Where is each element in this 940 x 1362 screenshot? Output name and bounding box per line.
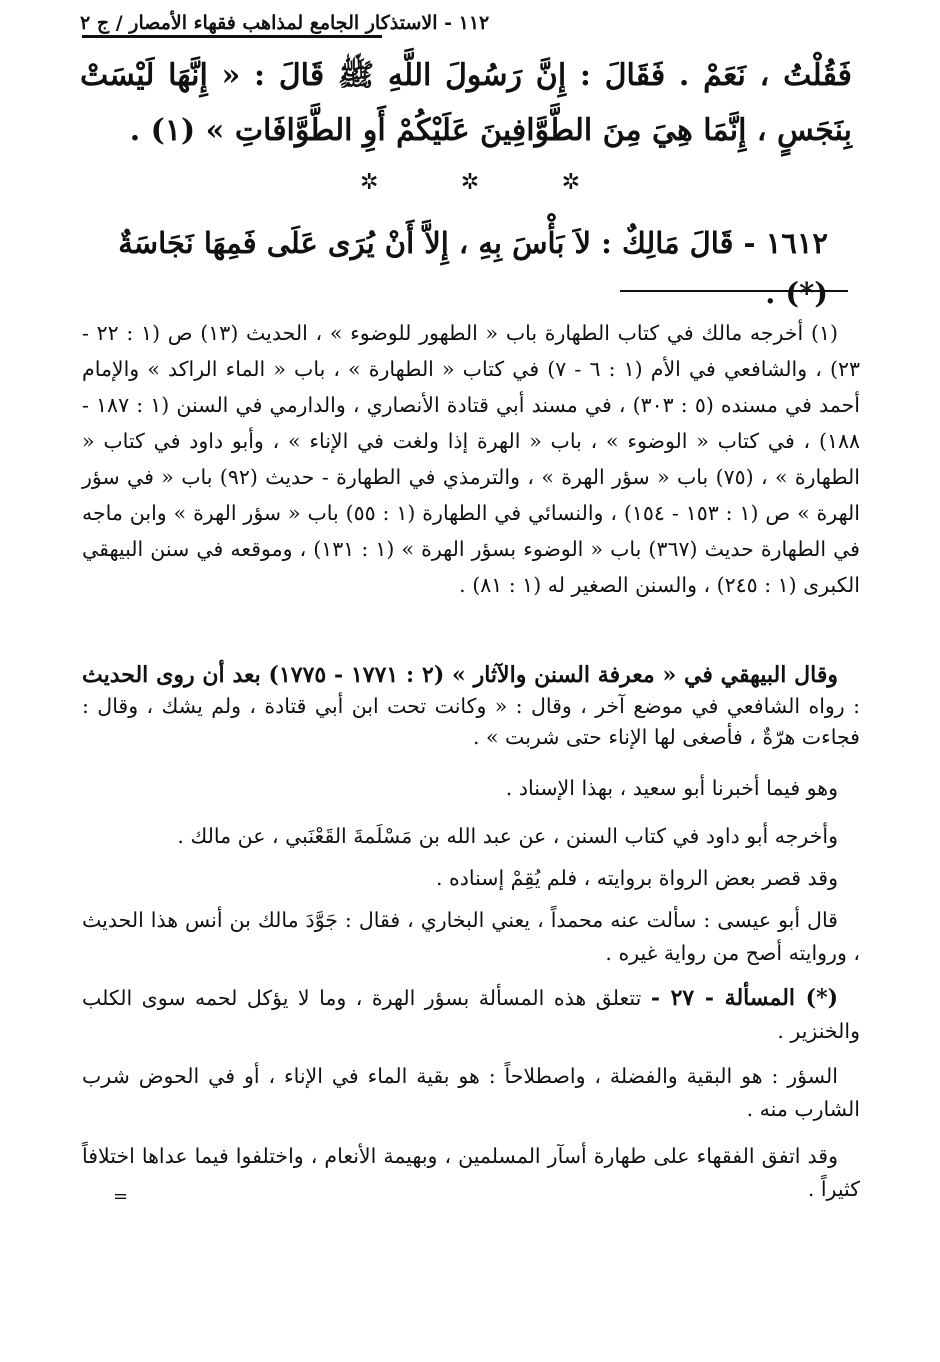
line-qasar bbox=[82, 862, 860, 895]
line-qasar-text: وقد قصر بعض الرواة بروايته ، فلم يُقِمْ إسناده . bbox=[435, 866, 838, 890]
bayhaqi-paragraph bbox=[82, 660, 860, 753]
star-icon: ✲ bbox=[460, 170, 480, 195]
header-rule bbox=[82, 35, 382, 38]
header-text: ١١٢ - الاستذكار الجامع لمذاهب فقهاء الأمصار / ج ٢ bbox=[80, 12, 490, 34]
section-separator bbox=[360, 170, 580, 195]
hadith-text: فَقُلْتُ ، نَعَمْ . فَقَالَ : إِنَّ رَسُولَ اللَّهِ ﷺ قَالَ : « إِنَّهَا لَيْسَتْ بِنَجَسٍ ، إِنَّمَا هِيَ مِنَ الطَّوَّافِينَ عَلَيْكُمْ أَوِ الطَّوَّافَاتِ » (١) . bbox=[80, 58, 852, 148]
malik-statement: ١٦١٢ - قَالَ مَالِكٌ : لاَ بَأْسَ بِهِ ، إِلاَّ أَنْ يُرَى عَلَى فَمِهَا نَجَاسَةٌ (*) . bbox=[118, 226, 828, 310]
line-abu-isa-text: قال أبو عيسى : سألت عنه محمداً ، يعني البخاري ، فقال : جَوَّدَ مالك بن أنس هذا الحديث ، وروايته أصح من رواية غيره . bbox=[82, 908, 860, 965]
sur-definition-text: السؤر : هو البقية والفضلة ، واصطلاحاً : هو بقية الماء في الإناء ، أو في الحوض شرب الشارب منه . bbox=[82, 1064, 860, 1121]
fuqaha-text: وقد اتفق الفقهاء على طهارة أسآر المسلمين ، وبهيمة الأنعام ، واختلفوا فيما عداها اختلافاً كثيراً . bbox=[82, 1144, 860, 1201]
line-abu-said-text: وهو فيما أخبرنا أبو سعيد ، بهذا الإسناد . bbox=[505, 776, 838, 800]
footnote-1-text: (١) أخرجه مالك في كتاب الطهارة باب « الطهور للوضوء » ، الحديث (١٣) ص (١ : ٢٢ - ٢٣) ، والشافعي في الأم (١ : ٦ - ٧) في كتاب « الطهارة » ، باب « الماء الراكد » والإمام أحمد في مسنده (٥ : ٣٠٣) ، في مسند أبي قتادة الأنصاري ، والدارمي في السنن (١ : ١٨٧ - ١٨٨) ، في كتاب « الوضوء » ، باب « الهرة إذا ولغت في الإناء » ، وأبو داود في كتاب « الطهارة » ، (٧٥) باب « سؤر الهرة » ، والترمذي في الطهارة - حديث (٩٢) باب « في سؤر الهرة » ص (١ : ١٥٣ - ١٥٤) ، والنسائي في الطهارة (١ : ٥٥) باب « سؤر الهرة » وابن ماجه في الطهارة حديث (٣٦٧) باب « الوضوء بسؤر الهرة » (١ : ١٣١) ، وموقعه في سنن البيهقي الكبرى (١ : ٢٤٥) ، والسنن الصغير له (١ : ٨١) . bbox=[82, 321, 861, 597]
sur-definition bbox=[82, 1060, 860, 1126]
line-abu-isa bbox=[82, 904, 860, 970]
footnote-1 bbox=[82, 315, 860, 603]
line-abu-dawud-text: وأخرجه أبو داود في كتاب السنن ، عن عبد الله بن مَسْلَمةَ القَعْنَبي ، عن مالك . bbox=[177, 824, 838, 848]
star-icon: ✲ bbox=[360, 170, 379, 195]
masala-lead: (*) المسألة - ٢٧ - bbox=[650, 985, 838, 1011]
continuation-mark: = bbox=[113, 1186, 129, 1207]
line-abu-dawud bbox=[82, 820, 860, 853]
masala-note bbox=[82, 982, 860, 1048]
star-icon: ✲ bbox=[561, 170, 580, 195]
footnote-rule bbox=[620, 290, 848, 292]
fuqaha-paragraph bbox=[82, 1140, 860, 1206]
running-header bbox=[80, 4, 845, 34]
bayhaqi-rest: : رواه الشافعي في موضع آخر ، وقال : « وكانت تحت ابن أبي قتادة ، ولم يشك ، وقال : فجاءت هرّةٌ ، فأصغى لها الإناء حتى شربت » . bbox=[82, 694, 860, 749]
bayhaqi-lead: وقال البيهقي في « معرفة السنن والآثار » (٢ : ١٧٧١ - ١٧٧٥) بعد أن روى الحديث bbox=[82, 662, 838, 688]
masala-rest: تتعلق هذه المسألة بسؤر الهرة ، وما لا يؤكل لحمه سوى الكلب والخنزير . bbox=[82, 986, 860, 1043]
line-abu-said bbox=[82, 772, 860, 805]
